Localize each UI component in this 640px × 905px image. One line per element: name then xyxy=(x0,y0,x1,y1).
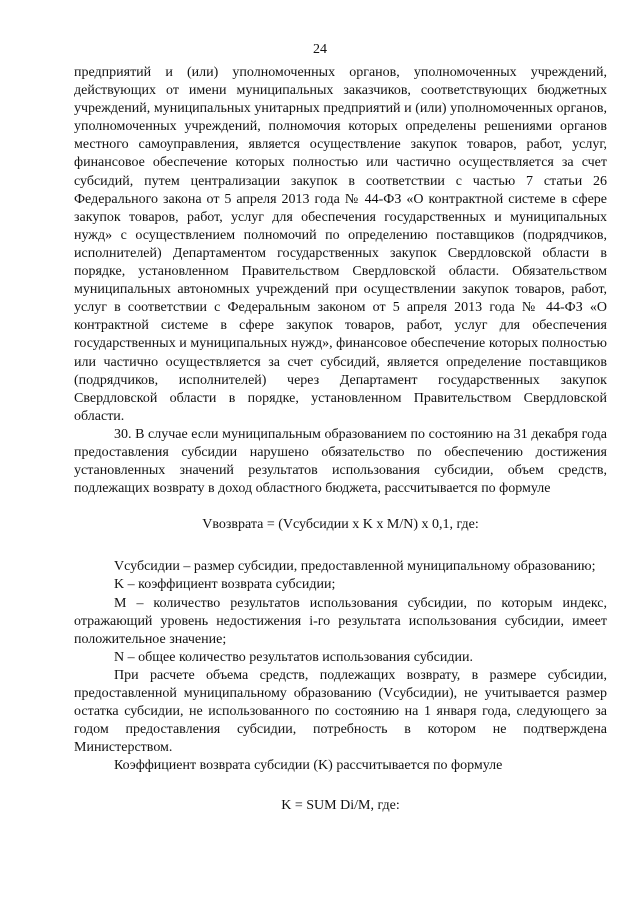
coefficient-formula: K = SUM Di/M, где: xyxy=(281,798,400,814)
page-number: 24 xyxy=(313,42,327,57)
definition-n: N – общее количество результатов использования субсидии. xyxy=(114,649,473,665)
definition-k: K – коэффициент возврата субсидии; xyxy=(114,577,336,593)
paragraph-coefficient: Коэффициент возврата субсидии (K) рассчитывается по формуле xyxy=(114,758,503,774)
return-volume-formula: Vвозврата = (Vсубсидии x K x M/N) x 0,1, где: xyxy=(202,517,479,533)
paragraph-residual: При расчете объема средств, подлежащих возврату, в размере субсидии, предоставленной муниципальному образованию (Vсубсидии), не учитывается размер остатка субсидии, не использованного по состоянию на 1 января года, следующего за годом предоставления субсидии, потребность в котором не подтверждена Министерством. xyxy=(74,667,607,756)
definition-v-subsidy: Vсубсидии – размер субсидии, предоставленной муниципальному образованию; xyxy=(114,559,596,575)
paragraph-clause-30: 30. В случае если муниципальным образованием по состоянию на 31 декабря года предоставления субсидии нарушено обязательство по обеспечению достижения установленных значений результатов использования субсидии, объем средств, подлежащих возврату в доход областного бюджета, рассчитывается по формуле xyxy=(74,426,607,497)
document-body xyxy=(74,64,607,816)
paragraph-procurement: предприятий и (или) уполномоченных органов, уполномоченных учреждений, действующих от имени муниципальных заказчиков, соответствующих бюджетных учреждений, муниципальных унитарных предприятий и (или) уполномоченных органов, уполномоченных учреждений, полномочия которых определены решениями органов местного самоуправления, является осуществление закупок товаров, работ, услуг, финансовое обеспечение которых полностью или частично осуществляется за счет субсидий, путем централизации закупок в соответствии с частью 7 статьи 26 Федерального закона от 5 апреля 2013 года № 44-ФЗ «О контрактной системе в сфере закупок товаров, работ, услуг для обеспечения государственных и муниципальных нужд» с осуществлением полномочий по определению поставщиков (подрядчиков, исполнителей) Департаментом государственных закупок Свердловской области в порядке, установленном Правительством Свердловской области. Обязательством муниципальных автономных учреждений при осуществлении закупок товаров, работ, услуг в соответствии с Федеральным законом от 5 апреля 2013 года № 44-ФЗ «О контрактной системе в сфере закупок товаров, работ, услуг для обеспечения государственных и муниципальных нужд», финансовое обеспечение которых полностью или частично осуществляется за счет субсидий, является определение поставщиков (подрядчиков, исполнителей) через Департамент государственных закупок Свердловской области в порядке, установленном Правительством Свердловской области. xyxy=(74,65,607,424)
definition-m: M – количество результатов использования субсидии, по которым индекс, отражающий уровень недостижения i-го результата использования субсидии, имеет положительное значение; xyxy=(74,595,607,647)
